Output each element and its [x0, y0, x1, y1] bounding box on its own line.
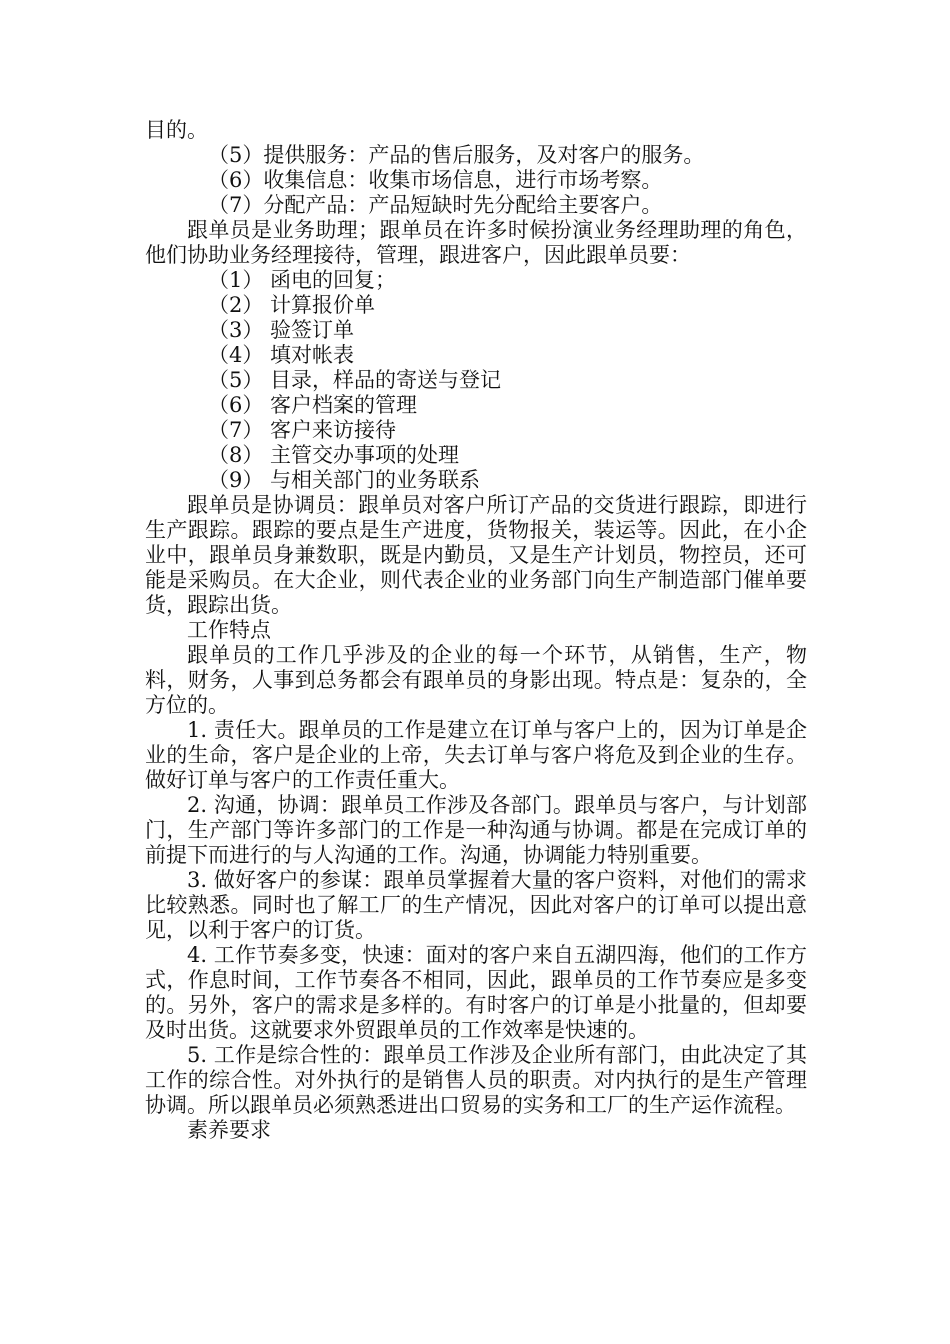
numbered-paragraph: 4. 工作节奏多变，快速：面对的客户来自五湖四海，他们的工作方式，作息时间，工作节奏各不相同，因此，跟单员的工作节奏应是多变的。另外，客户的需求是多样的。有时客户的订单是小批量的，但却要及时出货。这就要求外贸跟单员的工作效率是快速的。 [145, 943, 807, 1042]
section-heading: 工作特点 [187, 618, 271, 642]
paragraph: 跟单员的工作几乎涉及的企业的每一个环节，从销售，生产，物料，财务，人事到总务都会有跟单员的身影出现。特点是：复杂的，全方位的。 [145, 643, 807, 717]
list-item: （6） 客户档案的管理 [208, 393, 418, 417]
list-item: （4） 填对帐表 [208, 343, 355, 367]
list-item: （1） 函电的回复； [208, 268, 397, 292]
list-item: （9） 与相关部门的业务联系 [208, 468, 481, 492]
list-item: （7） 客户来访接待 [208, 418, 397, 442]
numbered-paragraph: 5. 工作是综合性的：跟单员工作涉及企业所有部门，由此决定了其工作的综合性。对外执行的是销售人员的职责。对内执行的是生产管理协调。所以跟单员必须熟悉进出口贸易的实务和工厂的生产运作流程。 [145, 1043, 807, 1117]
list-item: （6）收集信息：收集市场信息，进行市场考察。 [208, 168, 663, 192]
paragraph: 跟单员是业务助理；跟单员在许多时候扮演业务经理助理的角色，他们协助业务经理接待，管理，跟进客户，因此跟单员要： [145, 218, 807, 267]
numbered-paragraph: 3. 做好客户的参谋：跟单员掌握着大量的客户资料，对他们的需求比较熟悉。同时也了解工厂的生产情况，因此对客户的订单可以提出意见，以利于客户的订货。 [145, 868, 807, 942]
section-heading: 素养要求 [187, 1118, 271, 1142]
list-item: （2） 计算报价单 [208, 293, 376, 317]
list-item: （7）分配产品：产品短缺时先分配给主要客户。 [208, 193, 663, 217]
document-page [145, 118, 807, 1143]
text-line: 目的。 [145, 118, 208, 142]
paragraph: 跟单员是协调员：跟单员对客户所订产品的交货进行跟踪，即进行生产跟踪。跟踪的要点是生产进度，货物报关，装运等。因此，在小企业中，跟单员身兼数职，既是内勤员，又是生产计划员，物控员，还可能是采购员。在大企业，则代表企业的业务部门向生产制造部门催单要货，跟踪出货。 [145, 493, 807, 617]
list-item: （8） 主管交办事项的处理 [208, 443, 460, 467]
list-item: （5）提供服务：产品的售后服务，及对客户的服务。 [208, 143, 705, 167]
list-item: （5） 目录，样品的寄送与登记 [208, 368, 502, 392]
numbered-paragraph: 1. 责任大。跟单员的工作是建立在订单与客户上的，因为订单是企业的生命，客户是企业的上帝，失去订单与客户将危及到企业的生存。做好订单与客户的工作责任重大。 [145, 718, 807, 792]
numbered-paragraph: 2. 沟通，协调：跟单员工作涉及各部门。跟单员与客户，与计划部门，生产部门等许多部门的工作是一种沟通与协调。都是在完成订单的前提下而进行的与人沟通的工作。沟通，协调能力特别重要。 [145, 793, 807, 867]
list-item: （3） 验签订单 [208, 318, 355, 342]
